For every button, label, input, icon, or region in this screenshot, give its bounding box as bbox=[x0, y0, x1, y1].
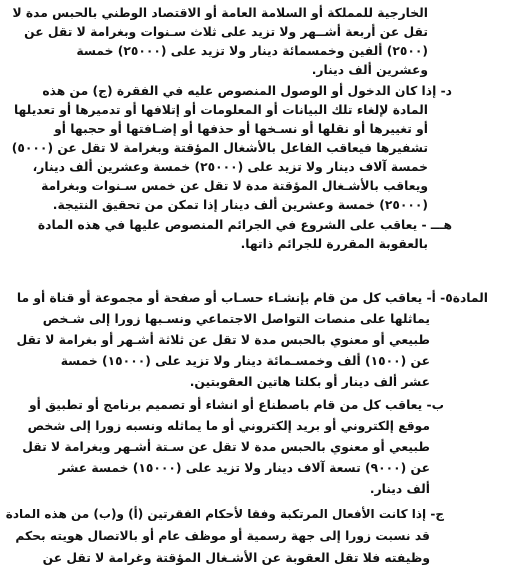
text-line: الخارجية للمملكة أو السلامة العامة أو الاقتصاد الوطني بالحبس مدة لا bbox=[12, 6, 428, 20]
text-line: أو تغييرها أو نقلها أو نسـخها أو حذفها أو إضـافتها أو حجبها أو bbox=[54, 122, 428, 136]
text-line: موقع إلكتروني أو بريد إلكتروني أو ما يماثله ونسبه زورا إلى شخص bbox=[27, 419, 430, 433]
text-line: عشر ألف دينار أو بكلتا هاتين العقوبتين. bbox=[189, 375, 430, 389]
text-line: خمسة آلاف دينار ولا تزيد على (٢٥٠٠٠) خمسة وعشرين ألف دينار، bbox=[32, 160, 428, 174]
clause-ba-line: ب- يعاقب كل من قام باصطناع أو انشاء أو تصميم برنامج أو تطبيق أو bbox=[28, 398, 444, 412]
article-5-heading-line: المادة٥- أ- يعاقب كل من قام بإنشـاء حسـاب أو صفحة أو مجموعة أو قناة أو ما bbox=[16, 291, 488, 305]
text-line: تقل عن أربعة أشــهر ولا تزيد على ثلاث سـنوات وبغرامة لا تقل عن bbox=[24, 25, 428, 39]
clause-dal-line: د- إذا كان الدخول أو الوصول المنصوص عليه في الفقرة (ج) من هذه bbox=[42, 84, 452, 98]
clause-ha-line: هـــ - يعاقب على الشروع في الجرائم المنصوص عليها في هذه المادة bbox=[37, 218, 452, 232]
text-line: قد نسبت زورا إلى جهة رسمية أو موظف عام أو بالاتصال هويته بحكم bbox=[15, 529, 430, 543]
text-line: عن (١٥٠٠) ألف وخمسـمائة دينار ولا تزيد على (١٥٠٠٠) خمسة bbox=[60, 354, 430, 368]
text-line: ويعاقب بالأشـغال المؤقتة مدة لا تقل عن خمس سـنوات وبغرامة bbox=[41, 179, 428, 193]
text-line: (٢٥٠٠٠) خمسة وعشرين ألف دينار إذا تمكن من تحقيق النتيجة. bbox=[52, 198, 428, 212]
text-line: (٢٥٠٠) ألفين وخمسمائة دينار ولا تزيد على (٢٥٠٠٠) خمسة bbox=[76, 44, 428, 58]
text-line: عن (٩٠٠٠) تسعة آلاف دينار ولا تزيد على (١٥٠٠٠) خمسة عشر bbox=[58, 461, 430, 475]
text-line: بالعقوبة المقررة للجرائم ذاتها. bbox=[240, 237, 428, 251]
text-line: المادة لإلغاء تلك البيانات أو المعلومات أو إتلافها أو تدميرها أو تعديلها bbox=[13, 103, 428, 117]
text-line: ألف دينار. bbox=[369, 482, 430, 496]
clause-jim-line: ج- إذا كانت الأفعال المرتكبة وفقا لأحكام الفقرتين (أ) و(ب) من هذه المادة bbox=[5, 507, 444, 521]
text-line: وعشرين ألف دينار. bbox=[311, 63, 428, 77]
text-line: طبيعي أو معنوي بالحبس مدة لا تقل عن سـتة أشـهر وبغرامة لا تقل bbox=[22, 440, 430, 454]
text-line: وظيفته فلا تقل العقوبة عن الأشـغال المؤقتة وغرامة لا تقل عن bbox=[42, 551, 430, 565]
text-line: طبيعي أو معنوي بالحبس مدة لا تقل عن ثلاثة أشـهر أو بغرامة لا تقل bbox=[16, 333, 430, 347]
text-line: يماثلها على منصات التواصل الاجتماعي ونسـبها زورا إلى شـخص bbox=[42, 312, 430, 326]
text-line: تشفيرها فيعاقب الفاعل بالأشغال المؤقتة وبغرامة لا تقل عن (٥٠٠٠) bbox=[11, 141, 428, 155]
